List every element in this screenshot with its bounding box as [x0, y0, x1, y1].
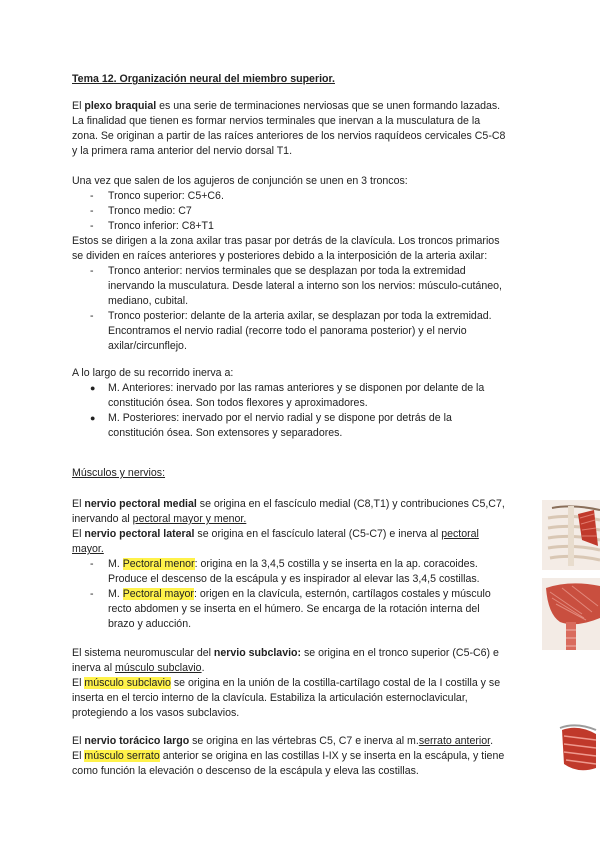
text-run: anterior se origina en las costillas I-IX y se inserta en la escápula, y tiene	[159, 750, 505, 762]
tronco-posterior-1: Tronco posterior: delante de la arteria axilar, se desplazan por toda la extremidad.	[108, 310, 492, 322]
pectoral-medial-line-1	[72, 497, 505, 511]
tronco-item: Tronco superior: C5+C6.	[108, 190, 224, 202]
intro-line-1	[72, 99, 500, 113]
underlined-term: pectoral mayor y menor.	[132, 513, 247, 525]
subclavio-line-1	[72, 646, 499, 660]
pectoral-mayor-line-3: brazo y aducción.	[108, 618, 192, 630]
recorrido-intro: A lo largo de su recorrido inerva a:	[72, 367, 234, 379]
intro-line-4: y la primera rama anterior del nervio dorsal T1.	[72, 145, 293, 157]
text-run: se origina en las vértebras C5, C7 e inerva al m.	[189, 735, 419, 747]
bold-term: plexo braquial	[84, 100, 157, 112]
subclavio-line-3	[72, 676, 500, 690]
subclavio-line-2	[72, 661, 205, 675]
toracico-line-1	[72, 734, 493, 748]
text-run: El	[72, 100, 85, 112]
document-title: Tema 12. Organización neural del miembro superior.	[72, 73, 335, 85]
underlined-term: pectoral	[441, 528, 479, 540]
serrato-anterior-illustration	[556, 720, 600, 776]
text-run: El	[72, 735, 85, 747]
text-run: se origina en el fascículo lateral (C5-C7) e inerva al	[194, 528, 442, 540]
text-run: se origina en el tronco superior (C5-C6) e	[301, 647, 499, 659]
tronco-anterior-2: inervando la musculatura. Desde lateral a interno son los nervios: músculo-cutáneo,	[108, 280, 502, 292]
list-dash: -	[90, 310, 94, 322]
bold-term: nervio subclavio:	[213, 647, 302, 659]
intro-line-3: zona. Se originan a partir de las raíces anteriores de los nervios raquídeos cervicales C5-C8	[72, 130, 506, 142]
subclavio-line-5: protegiendo a los vasos subclavios.	[72, 707, 240, 719]
highlighted-term: músculo serrato	[84, 750, 160, 762]
pectoral-lateral-line-1	[72, 527, 479, 541]
list-dash: -	[90, 558, 94, 570]
underlined-term: serrato anterior	[418, 735, 491, 747]
troncos-after-2: se dividen en raíces anteriores y posteriores debido a la interposición de la arteria axilar:	[72, 250, 488, 262]
toracico-line-2	[72, 749, 504, 763]
bullet-icon: ●	[90, 383, 96, 393]
tronco-anterior-3: mediano, cubital.	[108, 295, 189, 307]
text-run: .	[490, 735, 494, 747]
highlighted-term: Pectoral menor	[122, 558, 195, 570]
bold-term: nervio pectoral medial	[84, 498, 197, 510]
pectoral-menor-line-1	[108, 557, 478, 571]
text-run: El sistema neuromuscular del	[72, 647, 214, 659]
text-run: M.	[108, 558, 123, 570]
text-run: es una serie de terminaciones nerviosas que se unen formando lazadas.	[156, 100, 501, 112]
list-dash: -	[90, 265, 94, 277]
pectoral-mayor-illustration	[542, 578, 600, 650]
bold-term: nervio torácico largo	[84, 735, 190, 747]
text-run: : origen en la clavícula, esternón, cartílagos costales y músculo	[193, 588, 491, 600]
toracico-line-3: como función la elevación o descenso de la escápula y eleva las costillas.	[72, 765, 419, 777]
recorrido-bullet-1b: constitución ósea. Son todos flexores y aproximadores.	[108, 397, 368, 409]
pectoral-lateral-line-2: mayor.	[72, 543, 104, 555]
pectoral-mayor-line-2: recto abdomen y se inserta en el húmero. Se encarga de la rotación interna del	[108, 603, 480, 615]
pectoral-medial-line-2	[72, 512, 246, 526]
tronco-posterior-3: axilar/circunflejo.	[108, 340, 187, 352]
text-run: : origina en la 3,4,5 costilla y se inserta en la ap. coracoides.	[194, 558, 478, 570]
text-run: M.	[108, 588, 123, 600]
troncos-after-1: Estos se dirigen a la zona axilar tras pasar por detrás de la clavícula. Los troncos primarios	[72, 235, 500, 247]
text-run: El	[72, 498, 85, 510]
tronco-posterior-2: Encontramos el nervio radial (recorre todo el panorama posterior) y el nervio	[108, 325, 467, 337]
recorrido-bullet-2b: constitución ósea. Son extensores y separadores.	[108, 427, 343, 439]
text-run: inervando al	[72, 513, 133, 525]
bold-term: nervio pectoral lateral	[84, 528, 195, 540]
pectoral-menor-illustration	[542, 500, 600, 570]
intro-line-2: La finalidad que tienen es formar nervios terminales que inervan a la musculatura de la	[72, 115, 481, 127]
highlighted-term: músculo subclavio	[84, 677, 171, 689]
subclavio-line-4: inserta en el tercio interno de la clavícula. Estabiliza la articulación esternoclavicular,	[72, 692, 468, 704]
text-run: se origina en la unión de la costilla-cartílago costal de la I costilla y se	[170, 677, 501, 689]
recorrido-bullet-1a: M. Anteriores: inervado por las ramas anteriores y se disponen por delante de la	[108, 382, 485, 394]
text-run: El	[72, 750, 85, 762]
text-run: se origina en el fascículo medial (C8,T1) y contribuciones C5,C7,	[196, 498, 505, 510]
list-dash: -	[90, 190, 94, 202]
text-run: .	[201, 662, 205, 674]
list-dash: -	[90, 205, 94, 217]
bullet-icon: ●	[90, 413, 96, 423]
text-run: El	[72, 528, 85, 540]
pectoral-menor-line-2: Produce el descenso de la escápula y es inspirador al elevar las 3,4,5 costillas.	[108, 573, 480, 585]
list-dash: -	[90, 588, 94, 600]
tronco-item: Tronco inferior: C8+T1	[108, 220, 214, 232]
section-heading: Músculos y nervios:	[72, 467, 166, 479]
list-dash: -	[90, 220, 94, 232]
recorrido-bullet-2a: M. Posteriores: inervado por el nervio radial y se dispone por detrás de la	[108, 412, 452, 424]
underlined-term: músculo subclavio	[115, 662, 202, 674]
text-run: inerva al	[72, 662, 115, 674]
troncos-intro: Una vez que salen de los agujeros de conjunción se unen en 3 troncos:	[72, 175, 408, 187]
highlighted-term: Pectoral mayor	[122, 588, 194, 600]
text-run: El	[72, 677, 85, 689]
tronco-anterior-1: Tronco anterior: nervios terminales que se desplazan por toda la extremidad	[108, 265, 466, 277]
tronco-item: Tronco medio: C7	[108, 205, 192, 217]
pectoral-mayor-line-1	[108, 587, 491, 601]
